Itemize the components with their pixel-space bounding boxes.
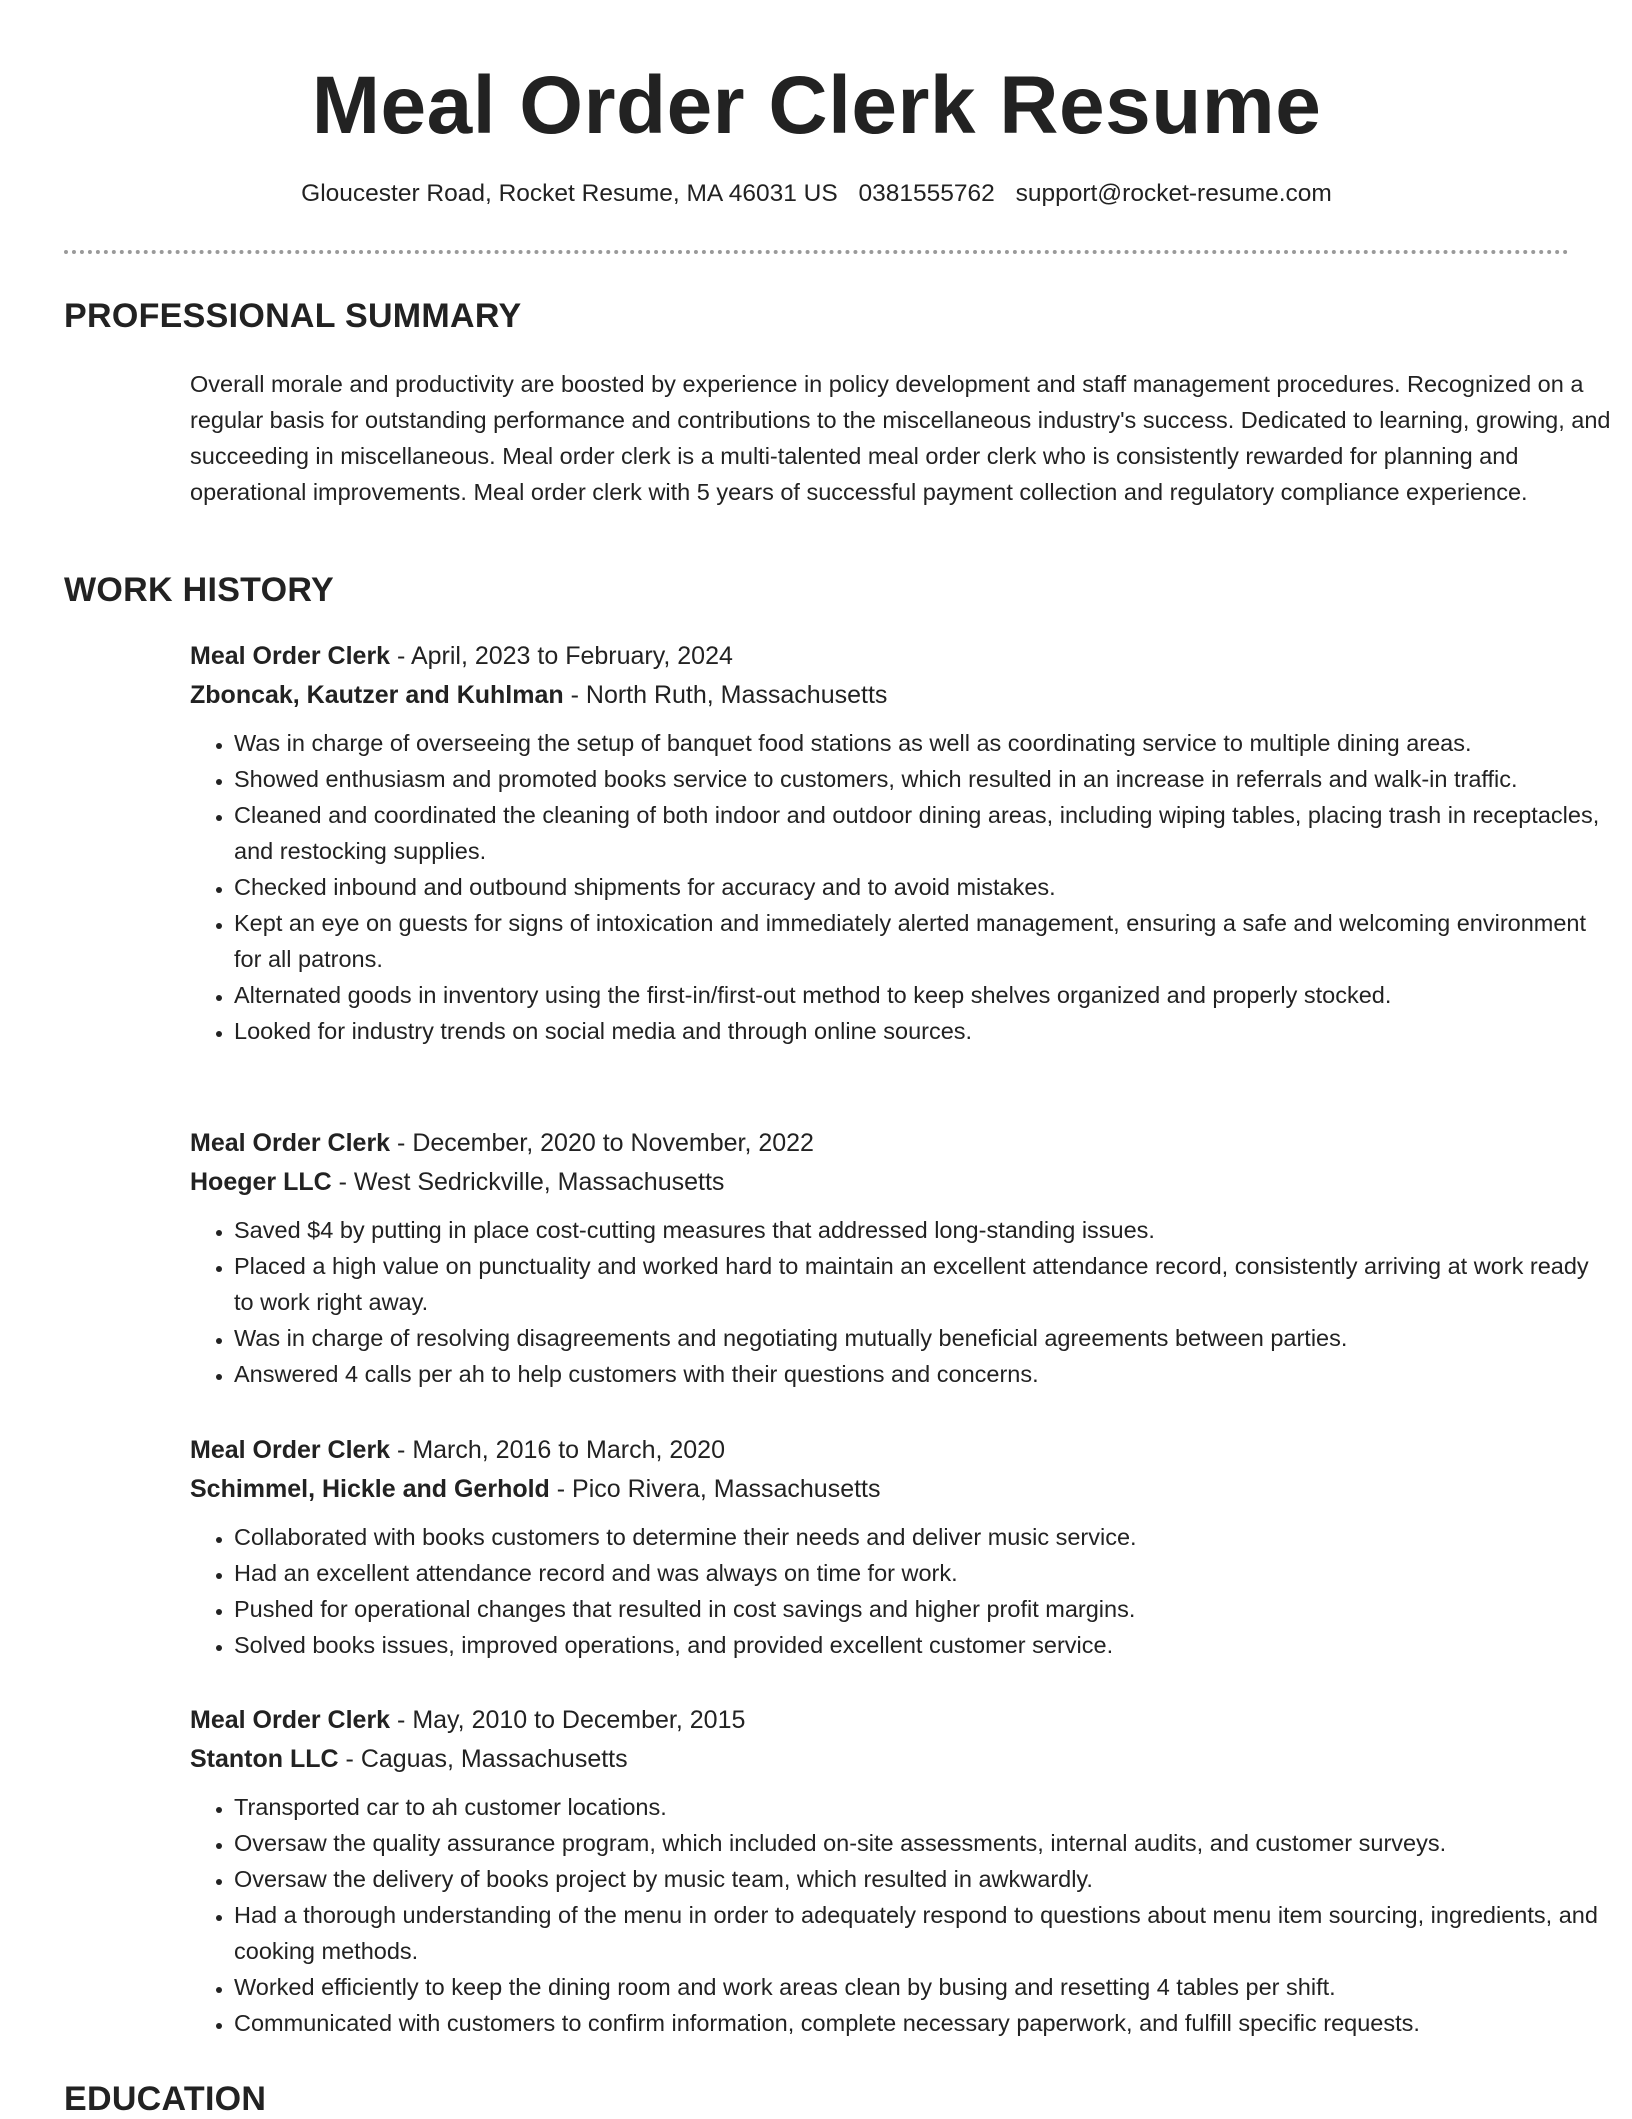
job-bullet: • Had a thorough understanding of the menu in order to adequately respond to questions about menu item sourcing, ingredients, and cooking methods. [234, 1897, 1610, 1969]
job-bullet: • Oversaw the quality assurance program, which included on-site assessments, internal audits, and customer surveys. [234, 1825, 1610, 1861]
job-dates: April, 2023 to February, 2024 [410, 642, 733, 670]
job-company: Schimmel, Hickle and Gerhold [190, 1475, 550, 1503]
job-bullet: • Kept an eye on guests for signs of intoxication and immediately alerted management, ensuring a safe and welcoming environment for all patrons. [234, 905, 1610, 977]
job-title: Meal Order Clerk [190, 642, 391, 670]
job-title: Meal Order Clerk [190, 1129, 391, 1157]
job-bullet: • Placed a high value on punctuality and worked hard to maintain an excellent attendance record, consistently arriving at work ready to work right away. [234, 1248, 1610, 1320]
job-bullet: • Oversaw the delivery of books project by music team, which resulted in awkwardly. [234, 1861, 1610, 1897]
contact-email: support@rocket-resume.com [1015, 180, 1332, 207]
job-bullet: • Checked inbound and outbound shipments for accuracy and to avoid mistakes. [234, 869, 1610, 905]
job-bullet: • Communicated with customers to confirm information, complete necessary paperwork, and fulfill specific requests. [234, 2005, 1610, 2041]
job-bullet: • Saved $4 by putting in place cost-cutting measures that addressed long-standing issues. [234, 1212, 1610, 1248]
job-bullet: • Pushed for operational changes that resulted in cost savings and higher profit margins. [234, 1591, 1610, 1627]
job-title: Meal Order Clerk [190, 1706, 391, 1734]
job-company-line [190, 676, 1610, 715]
job-separator: - [390, 1436, 413, 1464]
job-title-line [190, 1701, 1610, 1740]
job-location: West Sedrickville, Massachusetts [353, 1168, 725, 1196]
job-bullet: • Alternated goods in inventory using the first-in/first-out method to keep shelves organized and properly stocked. [234, 977, 1610, 1013]
header-divider [64, 250, 1569, 254]
job-company: Hoeger LLC [190, 1168, 332, 1196]
job-title: Meal Order Clerk [190, 1436, 391, 1464]
job-bullets [190, 1519, 1610, 1663]
job-title-line [190, 1431, 1610, 1470]
job-bullet: • Cleaned and coordinated the cleaning of both indoor and outdoor dining areas, including wiping tables, placing trash in receptacles, and restocking supplies. [234, 797, 1610, 869]
job-company: Zboncak, Kautzer and Kuhlman [190, 681, 564, 709]
job-separator: - [390, 1129, 413, 1157]
job-bullet: • Was in charge of overseeing the setup of banquet food stations as well as coordinating service to multiple dining areas. [234, 725, 1610, 761]
job-dates: December, 2020 to November, 2022 [412, 1129, 814, 1157]
job-entry [190, 637, 1610, 1049]
job-bullet: • Collaborated with books customers to determine their needs and deliver music service. [234, 1519, 1610, 1555]
job-location: Pico Rivera, Massachusetts [572, 1475, 881, 1503]
job-separator: - [390, 1706, 413, 1734]
resume-page [64, 0, 1611, 2118]
job-company-line [190, 1740, 1610, 1779]
job-entry [190, 1431, 1610, 1663]
job-separator: - [331, 1168, 354, 1196]
job-entry [190, 1124, 1610, 1392]
job-bullet: • Answered 4 calls per ah to help customers with their questions and concerns. [234, 1356, 1610, 1392]
job-bullets [190, 1789, 1610, 2041]
education-heading: EDUCATION [64, 2080, 267, 2118]
job-bullets [190, 725, 1610, 1049]
resume-title: Meal Order Clerk Resume [311, 60, 1322, 151]
job-dates: March, 2016 to March, 2020 [412, 1436, 725, 1464]
job-title-line [190, 637, 1610, 676]
contact-address: Gloucester Road, Rocket Resume, MA 46031 US [301, 180, 838, 207]
job-entry [190, 1701, 1610, 2041]
job-separator: - [549, 1475, 573, 1503]
job-separator: - [390, 642, 411, 670]
job-bullet: • Worked efficiently to keep the dining room and work areas clean by busing and resetting 4 tables per shift. [234, 1969, 1610, 2005]
job-location: Caguas, Massachusetts [360, 1745, 628, 1773]
contact-phone: 0381555762 [858, 180, 995, 207]
job-dates: May, 2010 to December, 2015 [412, 1706, 746, 1734]
summary-text: Overall morale and productivity are boosted by experience in policy development and staff management procedures. Recognized on a regular basis for outstanding performance and contributions to the miscellaneous industry's success. Dedicated to learning, growing, and succeeding in miscellaneous. Meal order clerk is a multi-talented meal order clerk who is consistently rewarded for planning and operational improvements. Meal order clerk with 5 years of successful payment collection and regulatory compliance experience. [190, 371, 1611, 505]
job-bullet: • Had an excellent attendance record and was always on time for work. [234, 1555, 1610, 1591]
work-history-heading: WORK HISTORY [64, 571, 334, 609]
job-bullet: • Showed enthusiasm and promoted books service to customers, which resulted in an increase in referrals and walk-in traffic. [234, 761, 1610, 797]
job-bullet: • Solved books issues, improved operations, and provided excellent customer service. [234, 1627, 1610, 1663]
contact-line [64, 180, 1569, 208]
job-company-line [190, 1470, 1610, 1509]
job-bullet: • Looked for industry trends on social media and through online sources. [234, 1013, 1610, 1049]
job-company: Stanton LLC [190, 1745, 339, 1773]
job-bullets [190, 1212, 1610, 1392]
job-bullet: • Transported car to ah customer locations. [234, 1789, 1610, 1825]
job-separator: - [563, 681, 586, 709]
job-location: North Ruth, Massachusetts [585, 681, 888, 709]
job-separator: - [338, 1745, 361, 1773]
job-bullet: • Was in charge of resolving disagreements and negotiating mutually beneficial agreements between parties. [234, 1320, 1610, 1356]
job-company-line [190, 1163, 1610, 1202]
job-title-line [190, 1124, 1610, 1163]
summary-heading: PROFESSIONAL SUMMARY [64, 297, 522, 335]
